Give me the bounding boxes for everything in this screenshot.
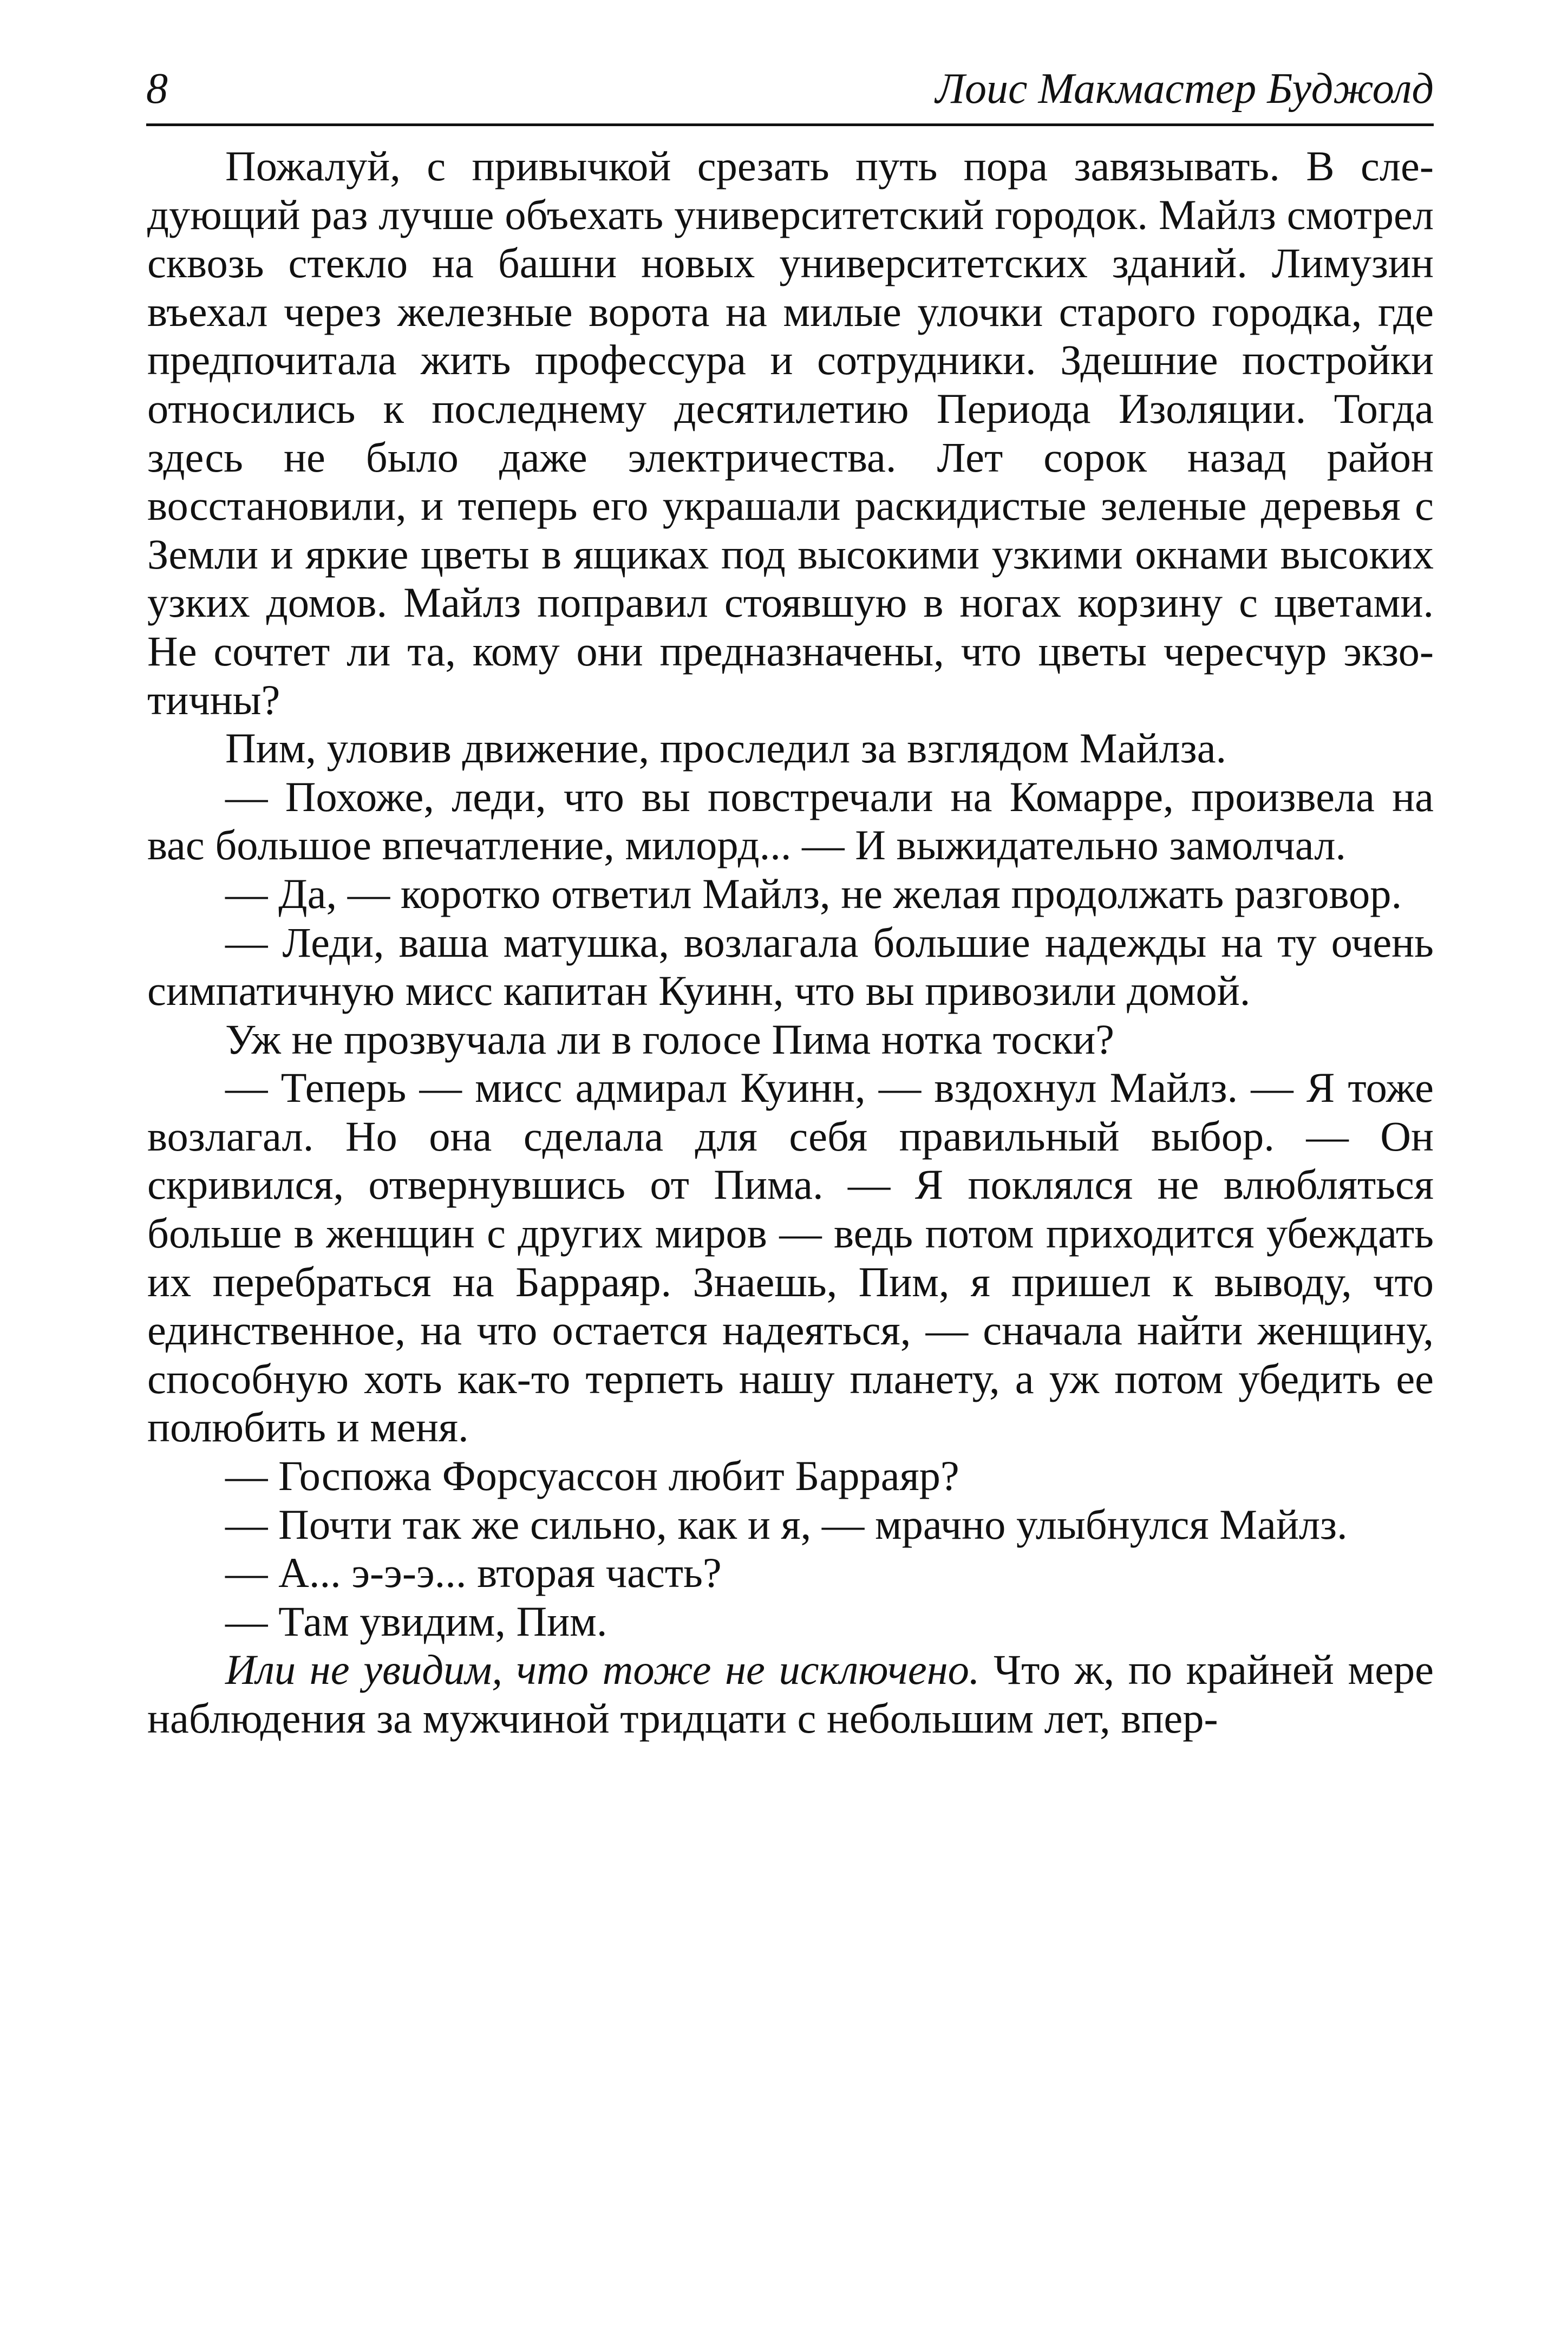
paragraph: Пожалуй, с привычкой срезать путь пора завязывать. В следующий раз лучше объехать университетский городок. Майлз смотрел сквозь стекло на башни новых университетских зданий. Лимузин въехал через железные ворота на милые улочки старого городка, где предпочитала жить профессура и сотрудники. Здешние постройки относились к последнему десятилетию Периода Изоляции. Тогда здесь не было даже электричества. Лет сорок назад район восстановили, и теперь его украшали раскидистые зеленые деревья с Земли и яркие цветы в ящиках под высокими узкими окнами высоких узких домов. Майлз поправил стоявшую в ногах корзину с цветами. Не сочтет ли та, кому они предназначены, что цветы чересчур экзотичны? (147, 142, 1434, 723)
paragraph: — Похоже, леди, что вы повстречали на Комарре, произвела на вас большое впечатление, милорд... — И выжидательно замолчал. (147, 773, 1434, 869)
paragraph: — А... э-э-э... вторая часть? (225, 1549, 722, 1597)
paragraph: Уж не прозвучала ли в голосе Пима нотка тоски? (225, 1015, 1114, 1063)
paragraph: Пим, уловив движение, проследил за взглядом Майлза. (225, 724, 1227, 772)
paragraph: — Леди, ваша матушка, возлагала большие надежды на ту очень симпатичную мисс капитан Куинн, что вы привозили домой. (147, 918, 1434, 1015)
paragraph: — Да, — коротко ответил Майлз, не желая продолжать разговор. (225, 870, 1402, 917)
paragraph: — Теперь — мисс адмирал Куинн, — вздохнул Майлз. — Я тоже возлагал. Но она сделала для себя правильный выбор. — Он скривился, отвернувшись от Пима. — Я поклялся не влюбляться больше в женщин с других миров — ведь потом приходится убеждать их перебраться на Барраяр. Знаешь, Пим, я пришел к выводу, что единственное, на что остается надеяться, — сначала найти женщину, способную хоть как-то терпеть нашу планету, а уж потом убедить ее полюбить и меня. (147, 1064, 1434, 1451)
page-header (146, 58, 1434, 126)
page-number: 8 (146, 65, 168, 113)
paragraph: Или не увидим, что тоже не исключено. Что ж, по крайней мере наблюдения за мужчиной тридцати с небольшим лет, впер- (147, 1646, 1434, 1742)
paragraph: — Там увидим, Пим. (225, 1597, 607, 1645)
paragraph: — Госпожа Форсуассон любит Барраяр? (225, 1452, 959, 1500)
paragraph: — Почти так же сильно, как и я, — мрачно улыбнулся Майлз. (225, 1500, 1348, 1548)
body-text (147, 142, 1434, 1743)
running-head: Лоис Макмастер Буджолд (935, 65, 1434, 113)
italic-phrase: Или не увидим, что тоже не исключено. (225, 1646, 980, 1694)
